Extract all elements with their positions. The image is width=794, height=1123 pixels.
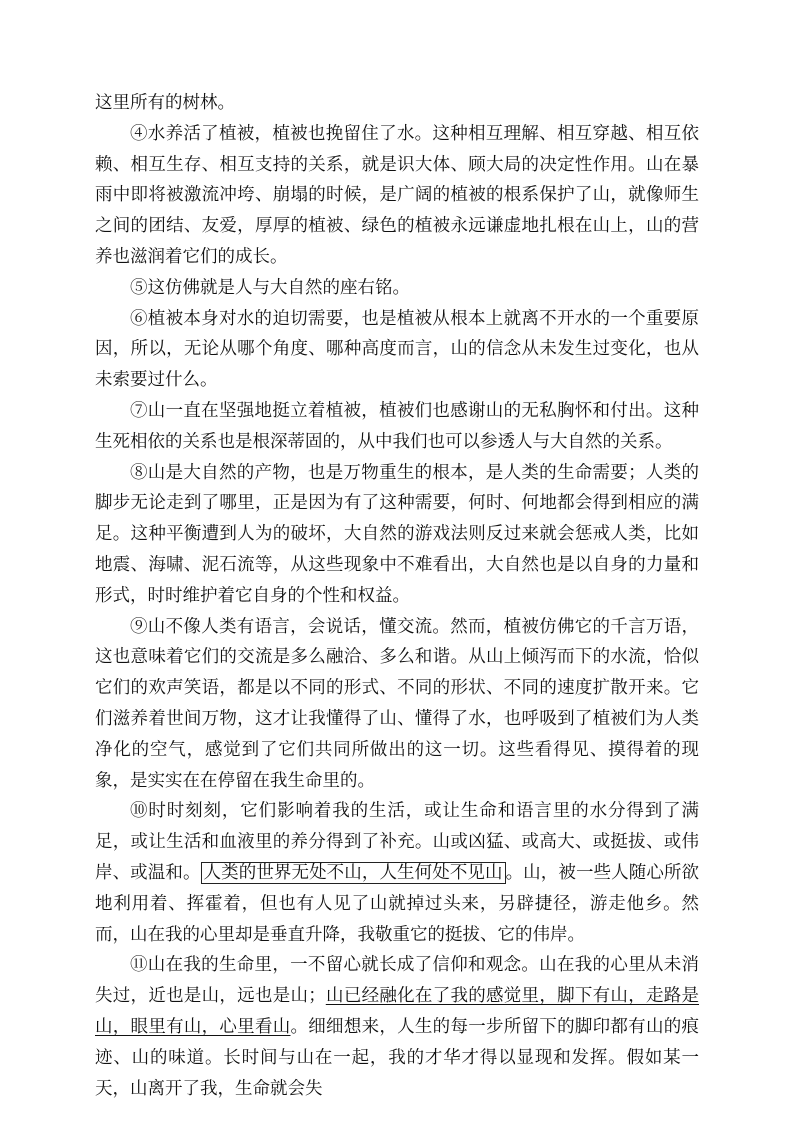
document-page [95,88,699,1104]
paragraph-7: ⑦山一直在坚强地挺立着植被，植被们也感谢山的无私胸怀和付出。这种生死相依的关系也是根深蒂固的，从中我们也可以参透人与大自然的关系。 [95,400,699,452]
paragraph-10-text-b: 。山，被一些人随心所欲地利用着、挥霍着，但也有人见了山就掉过头来，另辟捷径，游走他乡。然而，山在我的心里却是垂直升降，我敬重它的挺拔、它的伟岸。 [95,862,700,945]
boxed-sentence: 人类的世界无处不山，人生何处不见山 [201,862,506,884]
paragraph-10-text-a: ⑩时时刻刻，它们影响着我的生活，或让生命和语言里的水分得到了满足，或让生活和血液里的养分得到了补充。山或凶猛、或高大、或挺拔、或伟岸、或温和。 [95,801,699,883]
paragraph-6: ⑥植被本身对水的迫切需要，也是植被从根本上就离不开水的一个重要原因，所以，无论从哪个角度、哪种高度而言，山的信念从未发生过变化，也从未索要过什么。 [95,308,699,391]
paragraph-11-text-b: 。细细想来，人生的每一步所留下的脚印都有山的痕迹、山的味道。长时间与山在一起，我的才华才得以显现和发挥。假如某一天，山离开了我，生命就会失 [95,1016,699,1099]
paragraph-11-text-a: ⑪山在我的生命里，一不留心就长成了信仰和观念。山在我的心里从未消失过，近也是山，远也是山； [95,955,699,1007]
paragraph-9: ⑨山不像人类有语言，会说话，懂交流。然而，植被仿佛它的千言万语，这也意味着它们的交流是多么融洽、多么和谐。从山上倾泻而下的水流，恰似它们的欢声笑语，都是以不同的形式、不同的形状、不同的速度扩散开来。它们滋养着世间万物，这才让我懂得了山、懂得了水，也呼吸到了植被们为人类净化的空气，感觉到了它们共同所做出的这一切。这些看得见、摸得着的现象，是实实在在停留在我生命里的。 [95,616,699,791]
underlined-sentence: 山已经融化在了我的感觉里，脚下有山，走路是山，眼里有山，心里看山 [95,986,700,1037]
paragraph-5: ⑤这仿佛就是人与大自然的座右铭。 [130,277,410,298]
paragraph-8: ⑧山是大自然的产物，也是万物重生的根本，是人类的生命需要；人类的脚步无论走到了哪里，正是因为有了这种需要，何时、何地都会得到相应的满足。这种平衡遭到人为的破坏，大自然的游戏法则反过来就会惩戒人类，比如地震、海啸、泥石流等，从这些现象中不难看出，大自然也是以自身的力量和形式，时时维护着它自身的个性和权益。 [95,462,699,606]
paragraph-4: ④水养活了植被，植被也挽留住了水。这种相互理解、相互穿越、相互依赖、相互生存、相互支持的关系，就是识大体、顾大局的决定性作用。山在暴雨中即将被激流冲垮、崩塌的时候，是广阔的植被的根系保护了山，就像师生之间的团结、友爱，厚厚的植被、绿色的植被永远谦虚地扎根在山上，山的营养也滋润着它们的成长。 [95,123,699,267]
paragraph-0: 这里所有的树林。 [95,93,235,113]
paragraph-11 [95,950,699,1104]
paragraph-10 [95,796,699,950]
